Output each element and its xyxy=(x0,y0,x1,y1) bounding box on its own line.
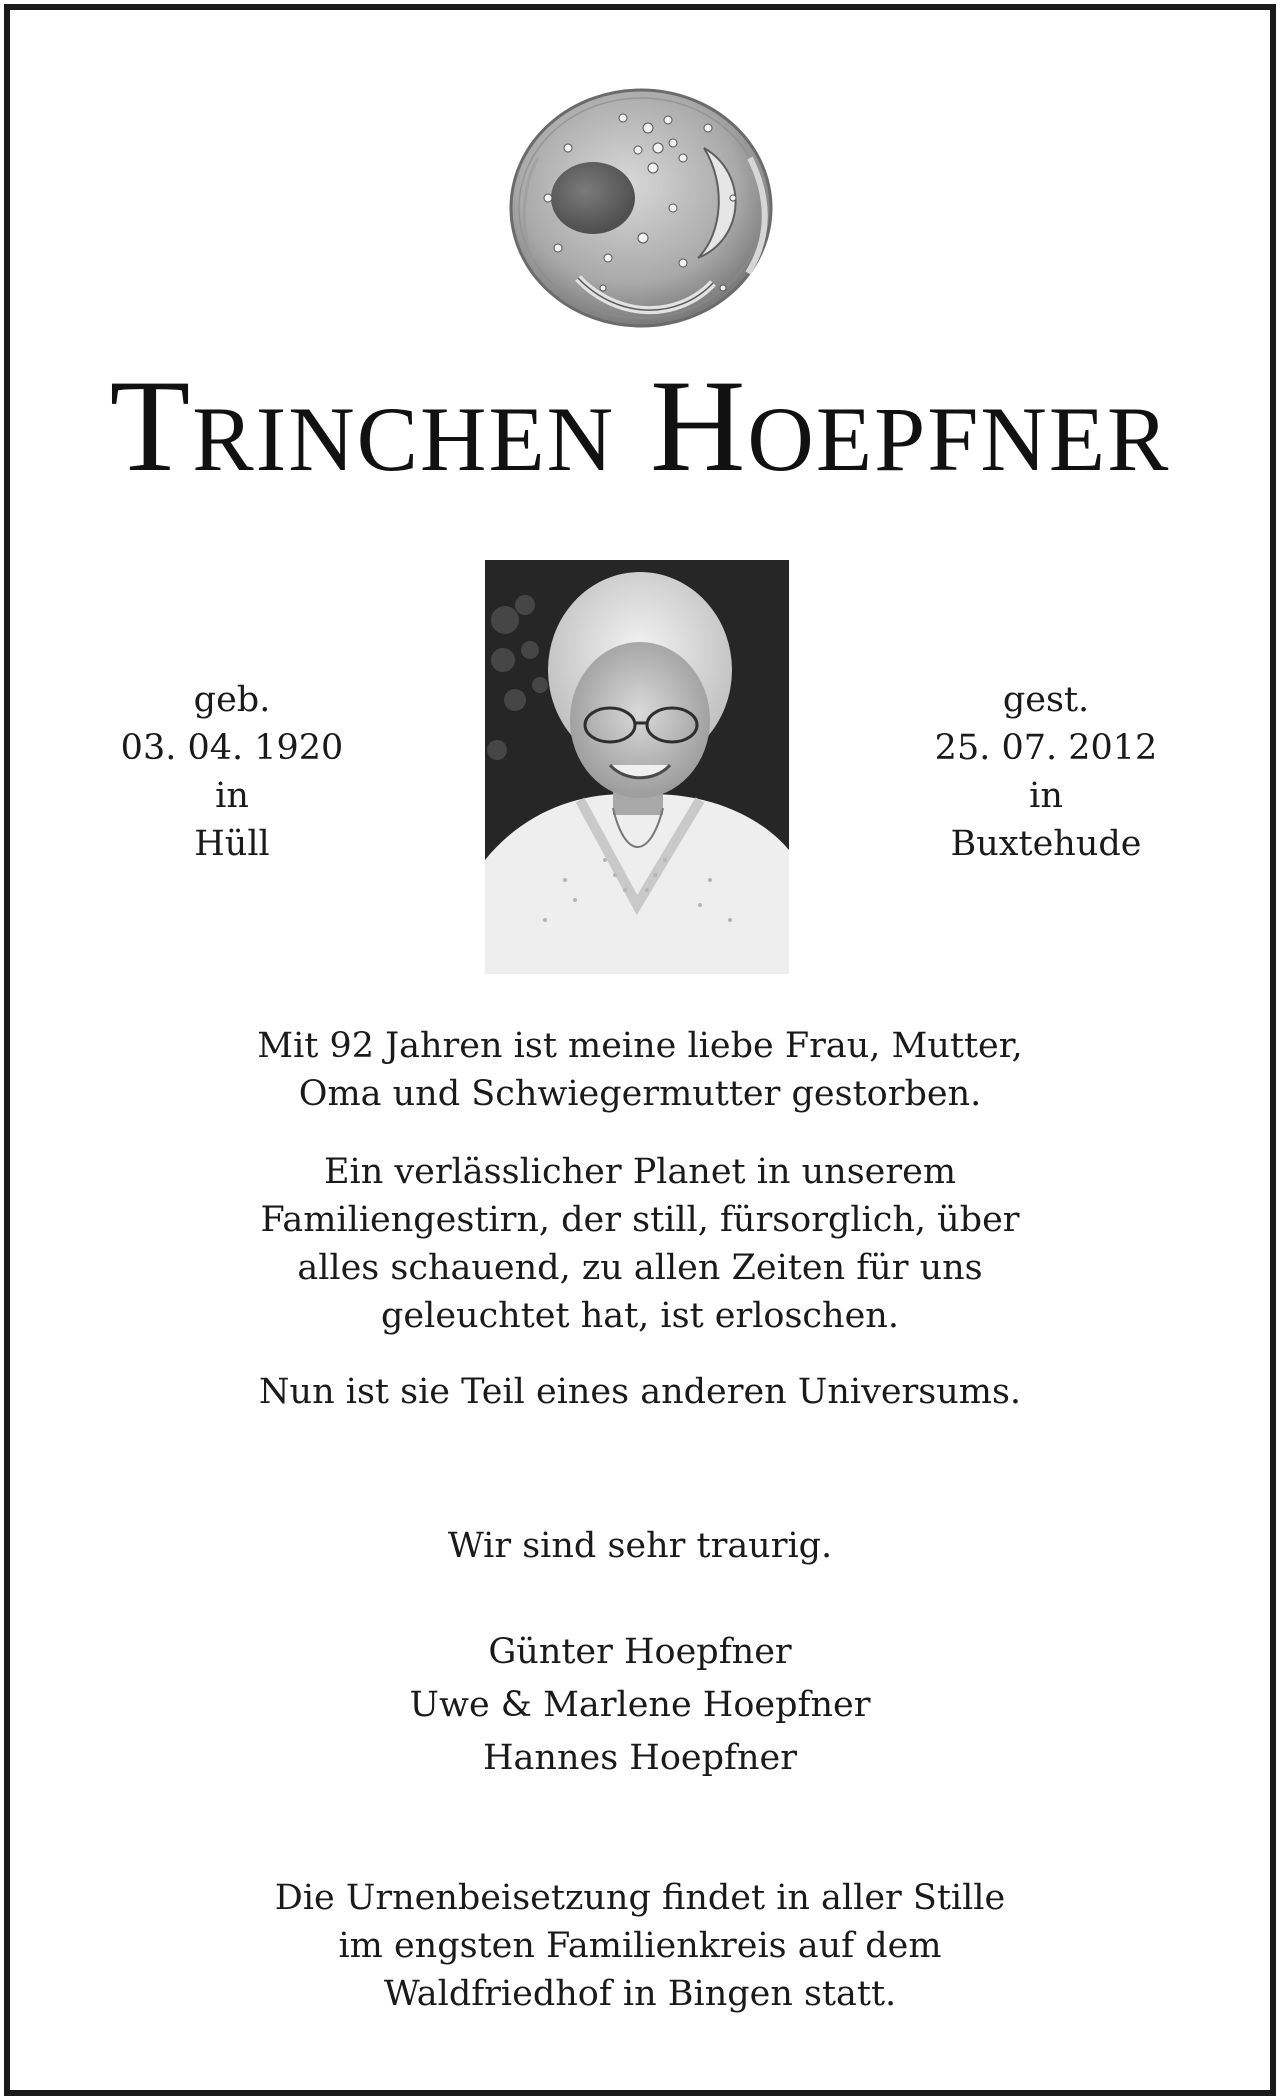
paragraph-age xyxy=(140,1022,1140,1118)
signatures xyxy=(140,1626,1140,1785)
text-line: Waldfriedhof in Bingen statt. xyxy=(383,1974,897,2014)
sky-disc-icon xyxy=(508,88,774,328)
text-line: Oma und Schwiegermutter gestorben. xyxy=(298,1074,982,1114)
text-line: Ein verlässlicher Planet in unserem xyxy=(323,1152,957,1192)
paragraph-planet xyxy=(140,1148,1140,1340)
paragraph-universe xyxy=(140,1368,1140,1416)
birth-date: 03. 04. 1920 xyxy=(120,728,344,768)
birth-info xyxy=(72,676,392,868)
text-line: Die Urnenbeisetzung findet in aller Stille xyxy=(274,1878,1006,1918)
birth-label: geb. xyxy=(193,680,271,720)
paragraph-sad xyxy=(140,1522,1140,1570)
signature-name: Günter Hoepfner xyxy=(488,1632,792,1672)
portrait-photo xyxy=(485,560,789,974)
death-in: in xyxy=(1029,776,1063,816)
text-line: Wir sind sehr traurig. xyxy=(447,1526,833,1566)
death-place: Buxtehude xyxy=(950,824,1142,864)
paragraph-burial xyxy=(140,1874,1140,2018)
signature-name: Uwe & Marlene Hoepfner xyxy=(409,1685,871,1725)
text-line: Familiengestirn, der still, fürsorglich, über xyxy=(260,1200,1020,1240)
birth-in: in xyxy=(215,776,249,816)
text-line: im engsten Familienkreis auf dem xyxy=(338,1926,942,1966)
deceased-name: Trinchen Hoepfner xyxy=(109,352,1171,499)
death-date: 25. 07. 2012 xyxy=(934,728,1158,768)
text-line: geleuchtet hat, ist erloschen. xyxy=(381,1296,899,1336)
death-info xyxy=(886,676,1206,868)
death-label: gest. xyxy=(1002,680,1090,720)
text-line: Nun ist sie Teil eines anderen Universums. xyxy=(258,1372,1022,1412)
portrait-photo-icon xyxy=(485,560,789,974)
text-line: alles schauend, zu allen Zeiten für uns xyxy=(297,1248,983,1288)
text-line: Mit 92 Jahren ist meine liebe Frau, Mutter, xyxy=(257,1026,1023,1066)
birth-place: Hüll xyxy=(194,824,270,864)
signature-name: Hannes Hoepfner xyxy=(483,1738,797,1778)
